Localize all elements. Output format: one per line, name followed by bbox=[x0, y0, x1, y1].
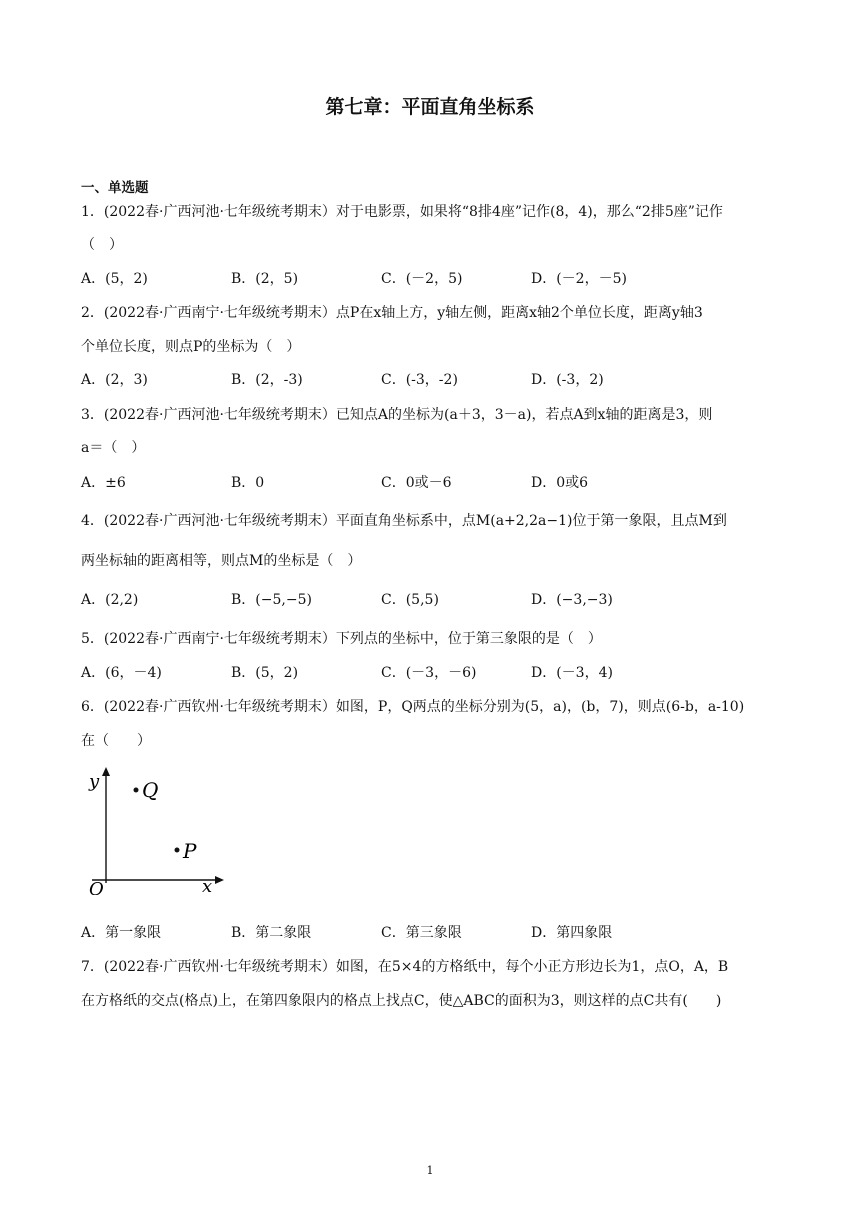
point-p-label: P bbox=[183, 839, 197, 863]
option-c: C．0或－6 bbox=[381, 475, 452, 491]
option-b: B．(−5,−5) bbox=[231, 592, 312, 608]
option-a: A．(6，－4) bbox=[81, 665, 162, 681]
option-c: C．(-3，-2) bbox=[381, 372, 458, 388]
option-d: D．(－3，4) bbox=[531, 665, 613, 681]
option-d: D．(-3，2) bbox=[531, 372, 604, 388]
option-a: A．第一象限 bbox=[81, 925, 162, 941]
question-7-line-2: 在方格纸的交点(格点)上，在第四象限内的格点上找点C，使△ABC的面积为3，则这样的点C共有( ) bbox=[81, 993, 722, 1009]
option-c: C．第三象限 bbox=[381, 925, 462, 941]
question-2-line-1: 2．(2022春·广西南宁·七年级统考期末）点P在x轴上方，y轴左侧，距离x轴2个单位长度，距离y轴3 bbox=[81, 305, 703, 321]
question-3-line-1: 3．(2022春·广西河池·七年级统考期末）已知点A的坐标为(a＋3，3－a)，若点A到x轴的距离是3，则 bbox=[81, 407, 713, 423]
option-c: C．(5,5) bbox=[381, 592, 439, 608]
option-b: B．(2，-3) bbox=[231, 372, 303, 388]
option-d: D．0或6 bbox=[531, 475, 589, 491]
question-4-line-2: 两坐标轴的距离相等，则点M的坐标是（ ） bbox=[81, 553, 362, 569]
coordinate-figure bbox=[82, 765, 242, 895]
y-axis-arrow bbox=[102, 767, 110, 776]
question-5-line-1: 5．(2022春·广西南宁·七年级统考期末）下列点的坐标中，位于第三象限的是（ ） bbox=[81, 631, 602, 647]
option-d: D．第四象限 bbox=[531, 925, 613, 941]
x-axis-label: x bbox=[202, 876, 213, 895]
option-b: B．(2，5) bbox=[231, 271, 299, 287]
question-6-line-2: 在（ ） bbox=[81, 733, 151, 749]
question-2-line-2: 个单位长度，则点P的坐标为（ ） bbox=[81, 339, 301, 355]
option-d: D．(−3,−3) bbox=[531, 592, 613, 608]
option-a: A．±6 bbox=[81, 475, 126, 491]
x-axis-arrow bbox=[215, 876, 224, 884]
question-1-line-1: 1．(2022春·广西河池·七年级统考期末）对于电影票，如果将“8排4座”记作(8，4)，那么“2排5座”记作 bbox=[81, 204, 723, 220]
page-title: 第七章：平面直角坐标系 bbox=[325, 96, 535, 118]
point-q-label: Q bbox=[142, 778, 159, 802]
page-number: 1 bbox=[426, 1164, 434, 1177]
origin-label: O bbox=[89, 879, 104, 895]
option-b: B．第二象限 bbox=[231, 925, 312, 941]
point-q bbox=[134, 788, 139, 793]
y-axis-label: y bbox=[89, 771, 100, 792]
option-a: A．(5，2) bbox=[81, 271, 148, 287]
question-3-line-2: a＝（ ） bbox=[81, 440, 146, 456]
option-d: D．(－2，－5) bbox=[531, 271, 627, 287]
option-b: B．0 bbox=[231, 475, 265, 491]
option-b: B．(5，2) bbox=[231, 665, 299, 681]
question-6-line-1: 6．(2022春·广西钦州·七年级统考期末）如图，P，Q两点的坐标分别为(5，a)，(b，7)，则点(6-b，a-10) bbox=[81, 699, 745, 715]
question-1-line-2: （ ） bbox=[81, 237, 123, 253]
option-c: C．(－2，5) bbox=[381, 271, 463, 287]
option-a: A．(2,2) bbox=[81, 592, 139, 608]
question-7-line-1: 7．(2022春·广西钦州·七年级统考期末）如图，在5×4的方格纸中，每个小正方形边长为1，点O，A，B bbox=[81, 959, 729, 975]
question-4-line-1: 4．(2022春·广西河池·七年级统考期末）平面直角坐标系中，点M(a+2,2a−1)位于第一象限，且点M到 bbox=[81, 513, 727, 529]
option-a: A．(2，3) bbox=[81, 372, 148, 388]
point-p bbox=[175, 848, 180, 853]
option-c: C．(－3，－6) bbox=[381, 665, 477, 681]
section-heading: 一、单选题 bbox=[81, 180, 149, 196]
